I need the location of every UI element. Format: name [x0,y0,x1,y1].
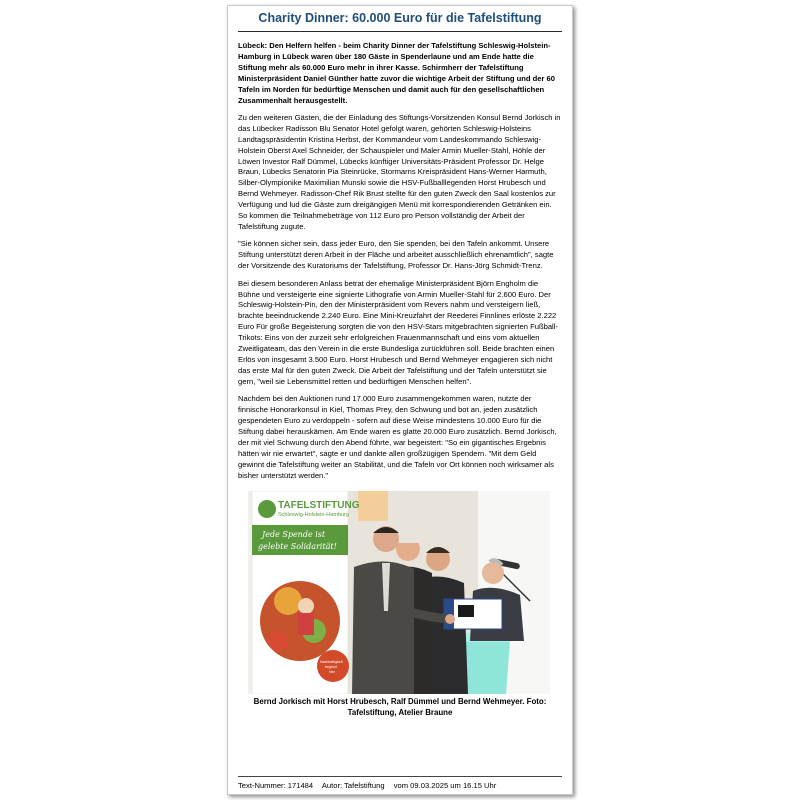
article-photo [248,491,550,694]
banner-logo-icon [258,500,276,518]
article-title: Charity Dinner: 60.000 Euro für die Tafelstiftung [238,11,562,32]
article-body [238,41,562,481]
paragraph-guests: Zu den weiteren Gästen, die der Einladung des Stiftungs-Vorsitzenden Konsul Bernd Jorkisch in das Lübecker Radisson Blu Senator Hotel gefolgt waren, gehörten Schleswig-Holsteins Landtagspräsidentin Kristina Herbst, der Kommandeur vom Landeskommando Schleswig-Holstein Oberst Axel Schneider, der Schauspieler und Maler Armin Mueller-Stahl, Höhle der Löwen Investor Ralf Dümmel, Lübecks künftiger Universitäts-Präsident Professor Dr. Helge Braun, Lübecks Senatorin Pia Steinrücke, Stormarns Kreispräsident Hans-Werner Harmuth, Silber-Olympionike Maximilian Munski sowie die HSV-Fußballlegenden Horst Hrubesch und Bernd Wehmeyer. Radisson-Chef Rik Brust stellte für den guten Zweck den Saal kostenlos zur Verfügung und lud die Gäste zum dreigängigen Menü mit korrespondierenden Getränken ein. So kommen die Teilnahmebeträge von 112 Euro pro Person vollständig der Arbeit der Tafelstiftung zugute. [238,112,561,231]
banner-title: TAFELSTIFTUNG [278,500,360,512]
paragraph-result: Nachdem bei den Auktionen rund 17.000 Euro zusammengekommen waren, nutzte der finnische Honorarkonsul in Kiel, Thomas Prey, den Schwung und bot an, jeden zusätzlich gespendeten Euro zu verdoppeln - sofern auf diese Weise mindestens 10.000 Euro für die Stiftung dabei herauskämen. Am Ende waren es glatte 20.000 Euro zusätzlich. Bernd Jorkisch, der mit viel Schwung durch den Abend führte, war begeistert: "So ein gigantisches Ergebnis hätten wir nie erwartet", sagte er und dankte allen großzügigen Spendern. "Mit dem Geld gewinnt die Tafelstiftung weiter an Stabilität, und die Tafeln vor Ort können noch wirksamer als bisher unterstützt werden." [238,394,557,480]
banner-subtitle: Schleswig-Holstein-Hamburg [278,512,349,519]
author: Autor: Tafelstiftung [321,781,385,790]
svg-text:beginnt: beginnt [325,665,337,670]
banner-slogan-1: Jede Spende ist [262,530,326,540]
event-photo-illustration [248,491,550,694]
banner-slogan-2: gelebte Solidarität! [258,542,337,552]
article-footer [238,776,562,790]
publish-date: vom 09.03.2025 um 16.15 Uhr [393,781,497,790]
article-lead: Lübeck: Den Helfern helfen - beim Charity Dinner der Tafelstiftung Schleswig-Holstein-Hamburg in Lübeck waren über 180 Gäste in Spenderlaune und am Ende hatte die Stiftung mehr als 60.000 Euro mehr in ihrer Kasse. Schirmherr der Tafelstiftung Ministerpräsident Daniel Günther hatte zuvor die wichtige Arbeit der Stiftung und der 60 Tafeln im Norden für bedürftige Menschen und damit auch für den gesellschaftlichen Zusammenhalt herausgestellt. [238,41,556,105]
svg-text:hier: hier [329,670,335,675]
svg-text:Nachhaltigkeit: Nachhaltigkeit [320,660,343,665]
paragraph-quote: "Sie können sicher sein, dass jeder Euro, den Sie spenden, bei den Tafeln ankommt. Unsere Stiftung unterstützt deren Arbeit in der Fläche und arbeitet ausschließlich ehrenamtlich", sagte der Vorsitzende des Kuratoriums der Tafelstiftung, Professor Dr. Hans-Jörg Schmidt-Trenz. [238,239,554,271]
article-card [227,5,573,795]
photo-caption: Bernd Jorkisch mit Horst Hrubesch, Ralf Dümmel und Bernd Wehmeyer. Foto: Tafelstiftung, Atelier Braune [253,697,547,718]
paragraph-auction: Bei diesem besonderen Anlass betrat der ehemalige Ministerpräsident Björn Engholm die Bühne und versteigerte eine signierte Lithografie von Armin Mueller-Stahl für 2.600 Euro. Der Schleswig-Holstein-Pin, den der Ministerpräsident vom Revers nahm und versteigern ließ, brachte beeindruckende 2.240 Euro. Eine Mini-Kreuzfahrt der Reederei Finnlines erlöste 2.222 Euro Für große Begeisterung sorgten die von den HSV-Stars mitgebrachten signierten Fußball-Trikots: Eins von der zurzeit sehr erfolgreichen Frauenmannschaft und eins vom aktuellen Zweitligateam, das den Verein in die erste Bundesliga zurückführen soll. Beide brachten einen Erlös von insgesamt 3.500 Euro. Horst Hrubesch und Bernd Wehmeyer engagieren sich nicht das erste Mal für den guten Zweck. Die Arbeit der Tafelstiftung und der Tafeln unterstützt sie gern, "weil sie Lebensmittel retten und bedürftigen Menschen helfen". [238,278,558,386]
text-number: Text-Nummer: 171484 [238,781,314,790]
